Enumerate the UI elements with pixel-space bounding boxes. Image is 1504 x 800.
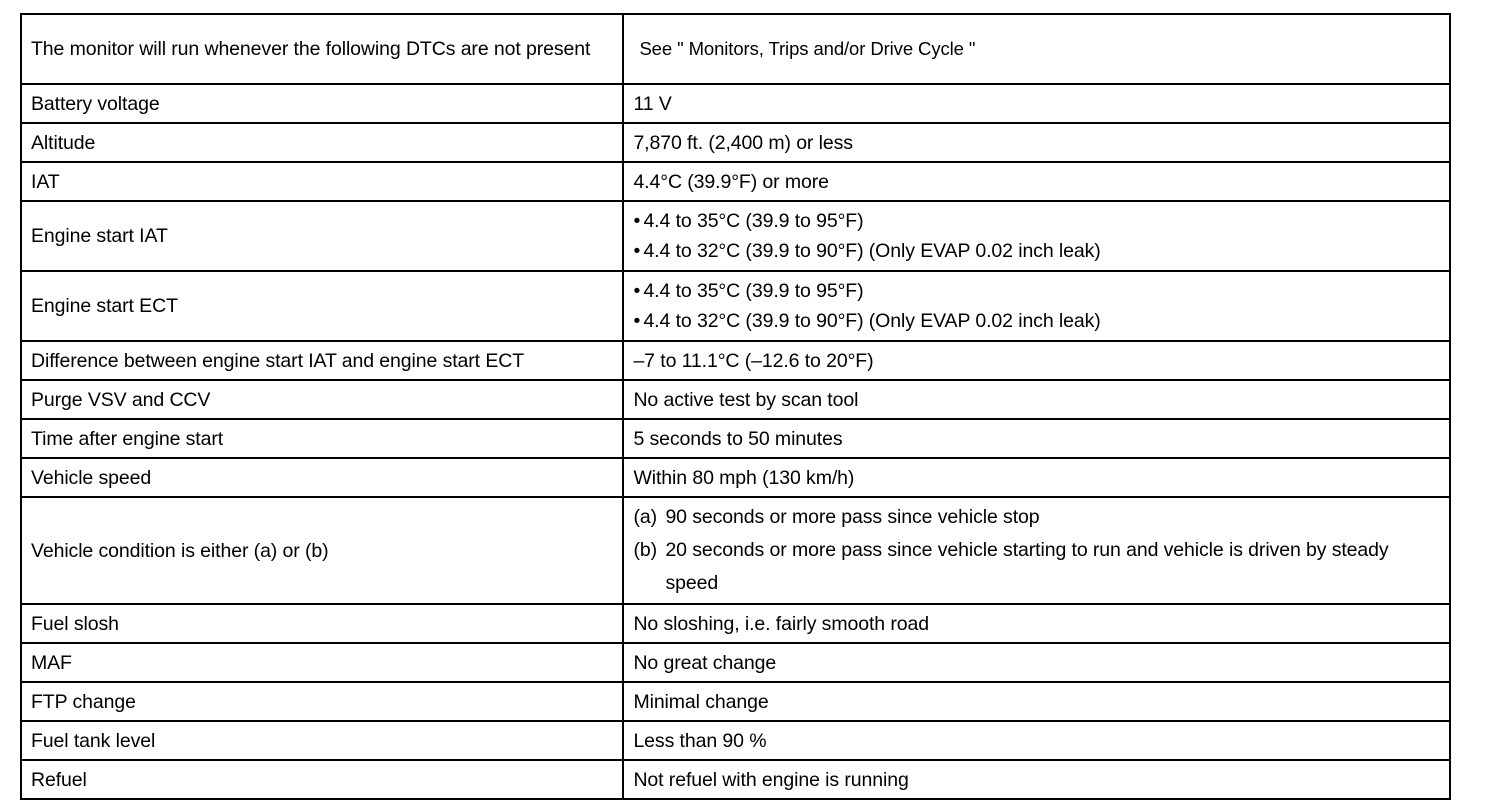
row-value: No active test by scan tool — [623, 380, 1450, 419]
row-value: 11 V — [623, 84, 1450, 123]
row-value — [623, 201, 1450, 271]
row-value: Minimal change — [623, 682, 1450, 721]
table-row — [21, 682, 1450, 721]
row-value: 5 seconds to 50 minutes — [623, 419, 1450, 458]
table-row — [21, 14, 1450, 84]
table-row — [21, 201, 1450, 271]
table-row — [21, 721, 1450, 760]
conditions-table — [20, 13, 1451, 800]
row-value: 4.4°C (39.9°F) or more — [623, 162, 1450, 201]
table-row — [21, 643, 1450, 682]
row-label: Altitude — [21, 123, 623, 162]
row-label: Difference between engine start IAT and engine start ECT — [21, 341, 623, 380]
bullet-item — [633, 276, 1440, 306]
row-label: MAF — [21, 643, 623, 682]
row-value: –7 to 11.1°C (–12.6 to 20°F) — [623, 341, 1450, 380]
row-label: Engine start ECT — [21, 271, 623, 341]
table-row — [21, 419, 1450, 458]
monitor-reference-text: See " Monitors, Trips and/or Drive Cycle " — [639, 38, 976, 59]
bullet-icon: • — [633, 240, 641, 262]
conditions-table-body — [21, 14, 1450, 799]
table-row — [21, 123, 1450, 162]
condition-item — [633, 534, 1440, 600]
row-value — [623, 14, 1450, 84]
table-row — [21, 162, 1450, 201]
bullet-icon: • — [633, 310, 641, 332]
bullet-item — [633, 306, 1440, 336]
row-label: Battery voltage — [21, 84, 623, 123]
bullet-icon: • — [633, 210, 641, 232]
row-label: Refuel — [21, 760, 623, 799]
bullet-text: 4.4 to 32°C (39.9 to 90°F) (Only EVAP 0.02 inch leak) — [643, 240, 1101, 262]
row-label: Engine start IAT — [21, 201, 623, 271]
row-value: Less than 90 % — [623, 721, 1450, 760]
bullet-item — [633, 236, 1440, 266]
table-row — [21, 458, 1450, 497]
row-value: Within 80 mph (130 km/h) — [623, 458, 1450, 497]
row-label: FTP change — [21, 682, 623, 721]
table-row — [21, 84, 1450, 123]
condition-text: 90 seconds or more pass since vehicle stop — [665, 506, 1040, 528]
row-value: No great change — [623, 643, 1450, 682]
table-row — [21, 271, 1450, 341]
bullet-item — [633, 206, 1440, 236]
row-label: The monitor will run whenever the following DTCs are not present — [21, 14, 623, 84]
row-value: No sloshing, i.e. fairly smooth road — [623, 604, 1450, 643]
bullet-text: 4.4 to 35°C (39.9 to 95°F) — [643, 280, 864, 302]
condition-text: 20 seconds or more pass since vehicle starting to run and vehicle is driven by steady speed — [665, 539, 1389, 594]
bullet-text: 4.4 to 32°C (39.9 to 90°F) (Only EVAP 0.02 inch leak) — [643, 310, 1101, 332]
table-row — [21, 760, 1450, 799]
table-row — [21, 604, 1450, 643]
bullet-icon: • — [633, 280, 641, 302]
table-row — [21, 497, 1450, 604]
bullet-text: 4.4 to 35°C (39.9 to 95°F) — [643, 210, 864, 232]
table-row — [21, 341, 1450, 380]
row-value: 7,870 ft. (2,400 m) or less — [623, 123, 1450, 162]
row-value — [623, 497, 1450, 604]
table-row — [21, 380, 1450, 419]
condition-marker: (a) — [633, 506, 657, 528]
row-label: Fuel tank level — [21, 721, 623, 760]
condition-item — [633, 501, 1440, 534]
row-label: Fuel slosh — [21, 604, 623, 643]
row-label: IAT — [21, 162, 623, 201]
row-label: Purge VSV and CCV — [21, 380, 623, 419]
condition-marker: (b) — [633, 539, 657, 561]
row-label: Vehicle speed — [21, 458, 623, 497]
row-label: Vehicle condition is either (a) or (b) — [21, 497, 623, 604]
row-value — [623, 271, 1450, 341]
row-value: Not refuel with engine is running — [623, 760, 1450, 799]
row-label: Time after engine start — [21, 419, 623, 458]
